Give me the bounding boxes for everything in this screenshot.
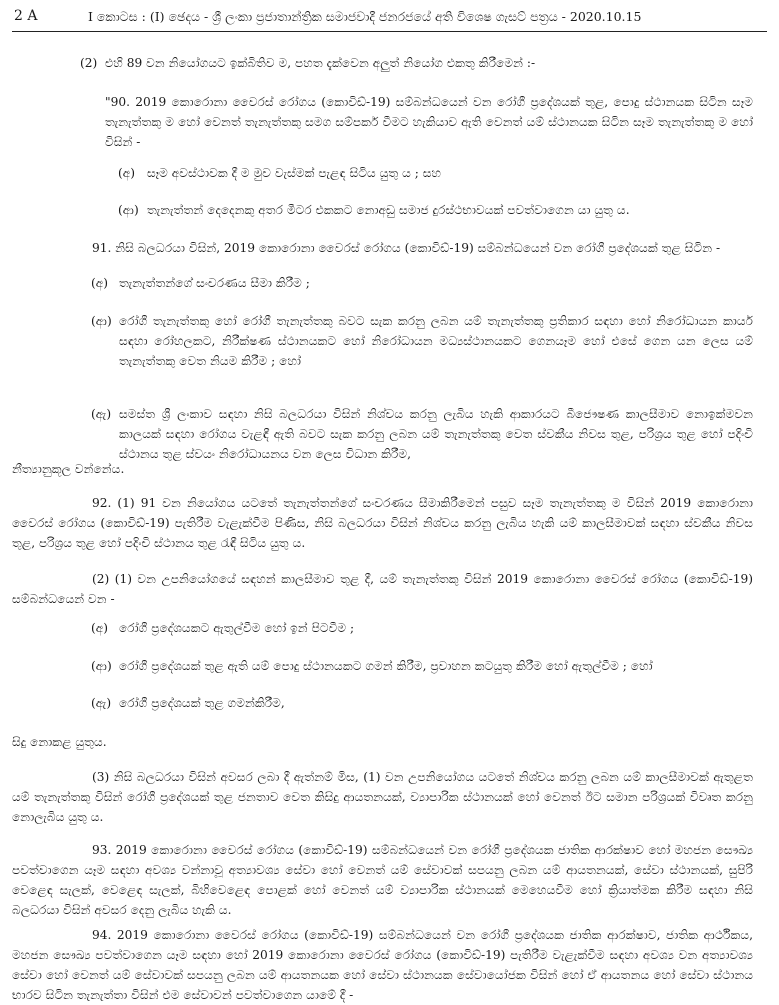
regulation-92-1: 92. (1) 91 වන නියෝගය යටතේ තැනැත්තන්ගේ සංචරණය සීමාකිරීමෙන් පසුව සෑම තැනැත්තකු ම විසින් 2019 කොරොනා වෛරස් රෝගය (කොවිඩ්-19) පැතිරීම වැළැක්වීම පිණිස, නිසි බලධරයා විසින් නිශ්චය කරනු ලැබිය හැකි යම් කාලසීමාවක් සඳහා ස්වකීය නිවස තුළ, පරිශ්‍රය තුළ හෝ පදිංචි ස්ථානය තුළ රැඳී සිටිය යුතු ය. (12, 496, 753, 550)
header-rule (12, 31, 767, 32)
reg92-aa-label: (ආ) (91, 659, 112, 673)
reg90-aa-text: තැනැත්තන් දෙදෙනකු අතර මීටර එකකට නොඅඩු සමාජ දුරස්ථභාවයක් පවත්වාගෙන යා යුතු ය. (147, 203, 630, 217)
regulation-92-2: (2) (1) වන උපනියෝගයේ සඳහන් කාලසීමාව තුළ දී, යම් තැනැත්තකු විසින් 2019 කොරොනා වෛරස් රෝගය (කොවිඩ්-19) සම්බන්ධයෙන් වන - (12, 572, 753, 606)
reg90-a-text: සෑම අවස්ථාවක දී ම මුව වැස්මක් පැළඳ සිටිය යුතු ය ; සහ (147, 166, 442, 180)
reg91-ae-label: (ඇ) (91, 407, 112, 421)
reg92-a-text: රෝගී ප්‍රදේශයකට ඇතුල්වීම හෝ ඉන් පිටවීම ; (119, 621, 355, 635)
reg90-a-label: (අ) (118, 166, 136, 180)
regulation-92-3: (3) නිසි බලධරයා විසින් අවසර ලබා දී ඇත්නම් මිස, (1) වන උපනියෝගය යටතේ නිශ්චය කරනු ලබන යම් කාලසීමාවක් ඇතුළත යම් තැනැත්තකු විසින් රෝගී ප්‍රදේශයක් තුළ ජනතාව වෙත කිසිදු ආයතනයක්, ව්‍යාපාරික ස්ථානයක් හෝ වෙනත් ඊට සමාන පරිශ්‍රයක් විවෘත කරනු නොලැබිය යුතු ය. (12, 770, 753, 824)
regulation-90: "90. 2019 කොරොනා වෛරස් රෝගය (කොවිඩ්-19) සම්බන්ධයෙන් වන රෝගී ප්‍රදේශයක් තුළ, පොදු ස්ථානයක සිටින සෑම තැනැත්තකු ම හෝ වෙනත් තැනැත්තකු සමග සම්පර්ක වීමට හැකියාව ඇති වෙනත් යම් ස්ථානයක සිටින සෑම තැනැත්තකු ම හෝ විසින් - (105, 95, 753, 149)
reg92-closing: සිදු නොකළ යුතුය. (12, 735, 107, 749)
reg90-aa-label: (ආ) (118, 203, 139, 217)
reg92-aa-text: රෝගී ප්‍රදේශයක් තුළ ඇති යම් පොදු ස්ථානයකට ගමන් කිරීම, ප්‍රවාහන කටයුතු කිරීම හෝ ඇතුල්වීම ; හෝ (119, 659, 653, 673)
reg91-ae-text: සමස්ත ශ්‍රී ලංකාව සඳහා නිසි බලධරයා විසින් නිශ්චය කරනු ලැබිය හැකි ආකාරයට බීජෞෂණ කාලසීමාව නොඉක්මවන කාලයක් සඳහා රෝගය වැළඳී ඇති බවට සැක කරනු ලබන යම් තැනැත්තකු වෙත ස්වකීය නිවස තුළ, පරිශ්‍රය තුළ හෝ පදිංචි ස්ථානය තුළ ස්වයං නිරෝධායනය වන ලෙස විධාන කිරීම, (119, 407, 753, 461)
reg91-aa-text: රෝගී තැනැත්තකු හෝ රෝගී තැනැත්තකු බවට සැක කරනු ලබන යම් තැනැත්තකු ප්‍රතිකාර සඳහා හෝ නිරෝධායන කාර්ය සඳහා රෝහලකට, නිරීක්ෂණ ස්ථානයකට හෝ නිරෝධායන මධ්‍යස්ථානයකට ගෙනයෑම හෝ එසේ ගෙන යන ලෙස යම් තැනැත්තකු වෙත නියම කිරීම ; හෝ (119, 314, 753, 368)
reg92-a-label: (අ) (91, 621, 109, 635)
reg91-closing: නීත්‍යානුකූල වන්නේය. (12, 462, 125, 476)
regulation-93: 93. 2019 කොරොනා වෛරස් රෝගය (කොවිඩ්-19) සම්බන්ධයෙන් වන රෝගී ප්‍රදේශයක ජාතික ආරක්ෂාව හෝ මහජන සෞඛ්‍ය පවත්වාගෙන යෑම සඳහා අවශ්‍ය වන්නාවූ අත්‍යාවශ්‍ය සේවා හෝ වෙනත් යම් සේවාවක් සපයනු ලබන යම් ආයතනයක්, සේවා ස්ථානයක්, සුපිරි වෙළෙඳ සැලක්, වෙළෙඳ සැලක්, බිහිවෙළෙඳ පොළක් හෝ වෙනත් යම් ව්‍යාපාරික ස්ථානයක් මෙහෙයවීම හෝ ක්‍රියාත්මක කිරීම සඳහා නිසි බලධරයා විසින් අවසර දෙනු ලැබිය හැකි ය. (12, 843, 753, 917)
section-2-label: (2) (80, 56, 98, 70)
reg91-a-text: තැනැත්තන්ගේ සංචරණය සීමා කිරීම ; (119, 276, 310, 290)
reg92-ae-label: (ඇ) (91, 696, 112, 710)
reg92-ae-text: රෝගී ප්‍රදේශයක් තුළ ගමන්කිරීම, (119, 696, 285, 710)
regulation-91: 91. නිසි බලධරයා විසින්, 2019 කොරොනා වෛරස් රෝගය (කොවිඩ්-19) සම්බන්ධයෙන් වන රෝගී ප්‍රදේශයක් තුළ සිටින - (92, 241, 721, 255)
section-2-text: එහි 89 වන නියෝගයට ඉක්බිතිව ම, පහත දැක්වෙන අලුත් නියෝග එකතු කිරීමෙන් :- (105, 56, 536, 70)
running-title: I කොටස : (I) ඡෙදය - ශ්‍රී ලංකා ප්‍රජාතාන්ත්‍රික සමාජවාදී ජනරජයේ අති විශෙෂ ගැසට් පත්‍රය - 2020.10.15 (88, 9, 642, 24)
page-number: 2 A (14, 8, 38, 24)
reg91-a-label: (අ) (91, 276, 109, 290)
regulation-94: 94. 2019 කොරොනා වෛරස් රෝගය (කොවිඩ්-19) සම්බන්ධයෙන් වන රෝගී ප්‍රදේශයක ජාතික ආරක්ෂාව, ජාතික ආර්ථිකය, මහජන සෞඛ්‍ය පවත්වාගෙන යෑම සඳහා හෝ 2019 කොරොනා වෛරස් රෝගය (කොවිඩ්-19) පැතිරීම වැළැක්වීම සඳහා අවශ්‍ය වන අත්‍යාවශ්‍ය සේවා හෝ වෙනත් යම් සේවාවක් සපයනු ලබන යම් ආයතනයක හෝ සේවා ස්ථානයක සේවායෝජක විසින් හෝ ඒ ආයතනය හෝ සේවා ස්ථානය භාරව සිටින තැනැත්තා විසින් එම සේවාවන් පවත්වාගෙන යාමේ දී - (12, 928, 753, 1002)
reg91-aa-label: (ආ) (91, 314, 112, 328)
